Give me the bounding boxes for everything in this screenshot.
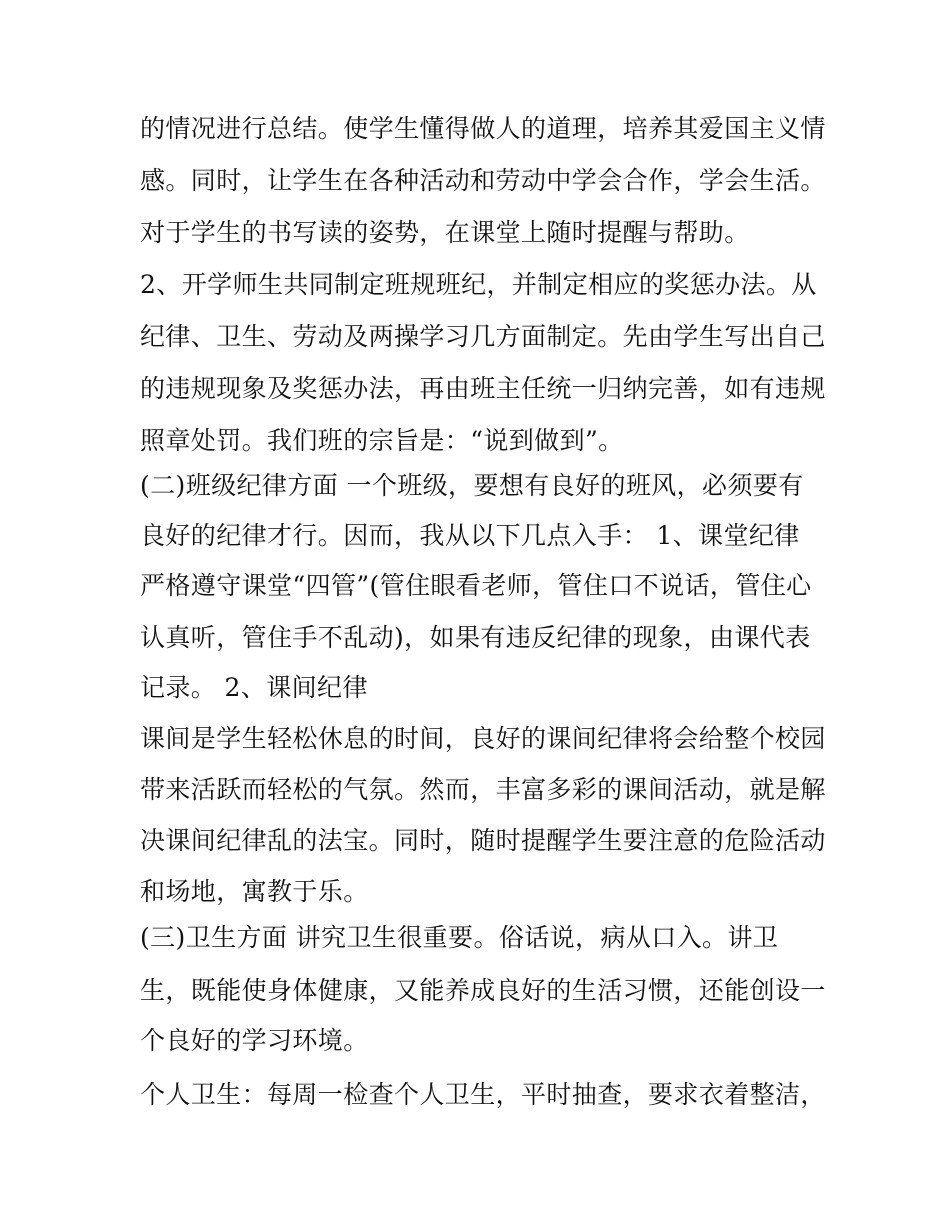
text-line: 个良好的学习环境。 bbox=[140, 1026, 369, 1055]
text-line: 纪律、卫生、劳动及两操学习几方面制定。先由学生写出自己 bbox=[140, 322, 826, 351]
text-line: (二)班级纪律方面 一个班级，要想有良好的班风，必须要有 bbox=[140, 471, 804, 500]
text-line: 带来活跃而轻松的气氛。然而，丰富多彩的课间活动，就是解 bbox=[140, 775, 826, 804]
text-line: 认真听，管住手不乱动)，如果有违反纪律的现象，由课代表 bbox=[140, 623, 811, 652]
text-line: 决课间纪律乱的法宝。同时，随时提醒学生要注意的危险活动 bbox=[140, 826, 826, 855]
text-line: 照章处罚。我们班的宗旨是：“说到做到”。 bbox=[140, 426, 624, 455]
text-line: 感。同时，让学生在各种活动和劳动中学会合作，学会生活。 bbox=[140, 166, 826, 195]
text-line: 课间是学生轻松休息的时间，良好的课间纪律将会给整个校园 bbox=[140, 724, 826, 753]
text-line: 的情况进行总结。使学生懂得做人的道理，培养其爱国主义情 bbox=[140, 114, 826, 143]
text-line: 的违规现象及奖惩办法，再由班主任统一归纳完善，如有违规 bbox=[140, 374, 826, 403]
text-line: 个人卫生：每周一检查个人卫生，平时抽查，要求衣着整洁， bbox=[140, 1080, 826, 1109]
text-line: 良好的纪律才行。因而，我从以下几点入手： 1、课堂纪律 bbox=[140, 521, 800, 550]
text-line: (三)卫生方面 讲究卫生很重要。俗话说，病从口入。讲卫 bbox=[140, 923, 779, 952]
text-line: 对于学生的书写读的姿势，在课堂上随时提醒与帮助。 bbox=[140, 218, 750, 247]
text-line: 严格遵守课堂“四管”(管住眼看老师，管住口不说话，管住心 bbox=[140, 571, 812, 600]
text-line: 2、开学师生共同制定班规班纪，并制定相应的奖惩办法。从 bbox=[140, 270, 817, 299]
text-line: 和场地，寓教于乐。 bbox=[140, 877, 369, 906]
text-line: 记录。 2、课间纪律 bbox=[140, 673, 368, 702]
text-line: 生，既能使身体健康，又能养成良好的生活习惯，还能创设一 bbox=[140, 976, 826, 1005]
